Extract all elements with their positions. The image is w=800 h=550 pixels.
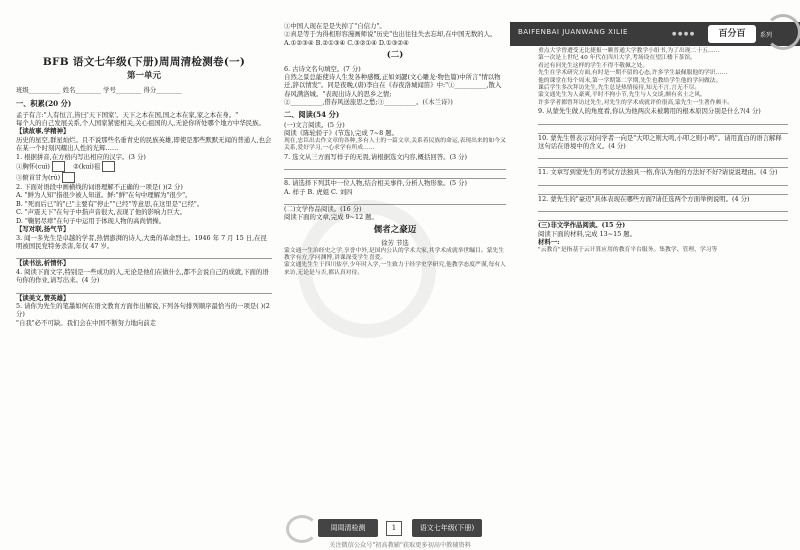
section-1-heading: 一、积累(20 分): [16, 99, 72, 109]
footer-grade: 语文七年级(下册): [412, 519, 482, 537]
answer-lines[interactable]: [538, 203, 788, 221]
story-para-6: 先生在学术研究方面,有时是一期不留的心态,许多学生最佩服他的学识……: [538, 70, 728, 77]
question-6: 6. 古诗文名句填空。(7 分): [284, 64, 361, 73]
q2-option-a: A. "鲜为人知"指很少被人知道。鲜:"鲜"在句中理解为"很少"。: [16, 191, 192, 200]
passage-para-1: 孟子有言:"人有恒言,皆曰'天下国家'。天下之本在国,国之本在家,家之本在身。": [16, 110, 239, 119]
story-author: 徐芳 节选: [381, 239, 409, 248]
story-title: 儒者之豪迈: [373, 224, 417, 235]
question-3: 3. 闻一多先生是卓越的学者,热情澎湃的诗人,大勇的革命烈士。1946 年 7 月 15 日,在昆明被国民党特务杀害,年仅 47 岁。: [16, 233, 267, 250]
answer-box[interactable]: [52, 161, 65, 172]
question-7: 7. 选文从三方面写样子的无畏,请根据选文内容,概括回答。(3 分): [284, 152, 468, 161]
passage-para-3: 历史的星空,群星灿烂。且不说那些名垂青史的民族英雄,即使是那些默默无闻的普通人,也会在某一个时刻闪耀出人性的光辉……: [16, 135, 272, 153]
page-footer: [0, 519, 800, 550]
story-para-8: 课后学生多次拜访先生,先生总是热情接待,知无不言,言无不尽。: [538, 85, 701, 92]
reading-heading-3: 【读书法,析情怀】: [16, 259, 70, 268]
q8-options: A. 样子 B. 虎姐 C. 刘四: [284, 187, 353, 196]
answer-lines[interactable]: [284, 161, 506, 179]
question-10: 10. 蒙先生曾表示对问学者一向是"大叩之则大鸣,小叩之则小鸣"。请用直白的语言解释这句话在语境中的含义。(4 分): [538, 133, 782, 151]
section-2-heading: (二): [386, 50, 404, 61]
swirl-logo-icon: [765, 14, 800, 50]
question-1: 1. 根据拼音,在方格内写出相应的汉字。(3 分): [16, 152, 146, 161]
material-text: "云教育"是指基于云计算应用的教育平台服务。集教学、管理、学习等: [538, 246, 718, 253]
answer-lines[interactable]: [538, 116, 788, 134]
answer-lines[interactable]: [16, 285, 272, 294]
answer-box[interactable]: [62, 172, 75, 183]
pinyin-item-1: ①胸怀(cuì): [16, 162, 50, 171]
story-para-1: 蒙文通一生治经史之学,享誉中外,是国内公认的学术大家,其学术成就举世瞩目。蒙先生教学有方,学问渊博,讲课深受学生喜爱。: [284, 247, 505, 261]
answer-lines[interactable]: [284, 196, 506, 205]
reading-part-2: (二)文学作品阅读。(16 分): [284, 204, 362, 213]
story-para-9: 蒙文通先生为人豪爽,平时不拘小节,先生与人交谈,颇有名士之风。: [538, 92, 706, 99]
exam-title: BFB 语文七年级(下册)周周清检测卷(一): [42, 56, 246, 68]
q2-option-b: B. "死而后已"的"已"主要有"停止""已经"等意思,在这里是"已经"。: [16, 199, 204, 208]
reading-instruction-2: 阅读下面的文章,完成 9~12 题。: [284, 213, 378, 222]
answer-lines[interactable]: [538, 150, 788, 168]
question-4: 4. 阅读下面文字,特别是一些成功的人,无论是他们在做什么,都不会说自己的成就,下面的语句你的作业,请写出来。(4 分): [16, 267, 269, 285]
column-left: [16, 46, 272, 327]
page-number: 1: [386, 521, 402, 536]
reading-passage-1: 现在,忠臣出去作文章的各种,多有人士的一篇文章,关系着民族的命运,表现出来的如今又关系,爱好学习,一心求学有所成……: [284, 137, 506, 152]
reading-instruction-1: 阅读《陈轮轿子》(节选),完成 7~8 题。: [284, 129, 399, 138]
series-suffix: 系列: [760, 32, 773, 39]
question-8: 8. 请选择下列其中一位人物,结合相关事件,分析人物形象。(5 分): [284, 179, 468, 188]
header-dots: ● ● ● ●: [672, 31, 695, 37]
q5-item-2: ②真是等于为得相形容漫画师说"历史"也出往往失去忘却,在中国无数的人。: [284, 30, 497, 39]
q6-text: 自然之景总能使诗人生发各种感慨,正如刘勰(文心雕龙·物色篇)中所言"情以物迁,辞以情发"。同是夜晚,(唐)李白在《春夜洛城闻笛》中:"①__________,散入春风满洛城。"表现出诗人的思乡之情;: [284, 73, 502, 98]
q2-option-c: C. "声震天下"在句子中指声音很大,表现了他的影响力巨大。: [16, 208, 187, 217]
question-9: 9. 从蒙先生做人的角度看,你认为他两次未被聘用的根本原因分别是什么?(4 分): [538, 107, 761, 116]
brand-logo: 百分百: [708, 25, 756, 43]
q5-options: A.①②③④ B.②①③④ C.③②①④ D.①③②④: [284, 38, 409, 47]
story-para-3: 重点大学曾遭受无比捷报一颗普通大学教学小组书,为了出现二十五……: [538, 48, 720, 54]
material-label: 材料一:: [538, 238, 560, 247]
unit-title: 第一单元: [126, 71, 161, 82]
reading-heading-4: 【读美文,赞英雄】: [16, 293, 70, 302]
question-5: 5. 请你为先生的笔墨如何在语文教育方面作出解说,下列各句排列顺序最恰当的一项是( )(2 分): [16, 301, 270, 319]
story-para-10: 许多学者都曾拜访过先生,对先生的学术成就评价很高,蒙先生一生著作颇丰。: [538, 99, 733, 106]
section-reading-heading: 二、阅读(54 分): [284, 109, 340, 119]
question-12: 12. 蒙先生的"豪迈"具体表现在哪些方面?请任选两个方面举例说明。(4 分): [538, 194, 750, 203]
footer-logo: 周周清检测: [318, 519, 378, 537]
pinyin-row-1: [16, 161, 272, 172]
reading-heading-1: 【读故事,学精神】: [16, 127, 70, 136]
series-header-bar: [510, 22, 800, 46]
q6-text-2: ②__________,借春风送旅思之愁;③__________。(《木兰诗》): [284, 98, 453, 107]
q5-text: "自我"必不可缺。我们会在中国不断努力地向前走: [16, 318, 157, 327]
question-2: 2. 下面对语段中画横线的词语理解不正确的一项是( )(2 分): [16, 183, 183, 192]
column-middle: [284, 22, 506, 277]
reading-instruction-3: 阅读下面的材料,完成 13~15 题。: [538, 229, 637, 238]
student-info-line: 班级__________ 姓名________ 学号________ 得分________: [16, 85, 182, 94]
pinyin-item-2: ②(kuí)祖: [73, 162, 101, 171]
answer-lines[interactable]: [538, 177, 788, 195]
pinyin-item-3: ③俯首甘为(rú): [16, 173, 61, 182]
reading-heading-2: 【写对联,扬气节】: [16, 225, 70, 234]
series-name: BAIFENBAI JUANWANG XILIE: [518, 28, 628, 36]
answer-box[interactable]: [102, 161, 115, 172]
reading-part-1: (一)文言阅读。(5 分): [284, 121, 345, 130]
footer-ad-text: 关注微信公众号"初高教辅"获取更多初高中教辅资料: [329, 542, 471, 549]
reading-part-3: (三)非文学作品阅读。(15 分): [538, 221, 626, 230]
story-para-2: 蒙文通先生生于四川盐亭,少年时入学,一生致力于经学史学研究,他教学态度严谨,每有人来访,无论是与否,都认真对待。: [284, 262, 506, 276]
column-right: [538, 48, 788, 254]
q5-item-1: ①中国人现在是是失掉了"自信力"。: [284, 22, 386, 30]
question-11: 11. 文章写到蒙先生的考试方法独具一格,你认为他的方法好不好?请说说理由。(4 分): [538, 168, 778, 177]
story-para-5: 看过有问先生这样的学生不得不敬佩之处。: [538, 62, 649, 69]
story-para-7: 他的课堂在每个周末,第一学期第二学期,先生也教给学生他的学问做法。: [538, 77, 722, 84]
pinyin-row-2: [16, 172, 272, 183]
q2-option-d: D. "鞠躬尽瘁"在句子中运用于体现人物的高尚情操。: [16, 216, 166, 225]
passage-para-2: 每个人的自己发展关系,个人国家紧密相关,关心祖国的人,无论你所处哪个地方中华民族。: [16, 119, 265, 128]
story-para-4: 第一次是上世纪 40 年代在四川大学,考场设在望江楼下茶馆。: [538, 55, 696, 62]
answer-lines[interactable]: [16, 250, 272, 259]
